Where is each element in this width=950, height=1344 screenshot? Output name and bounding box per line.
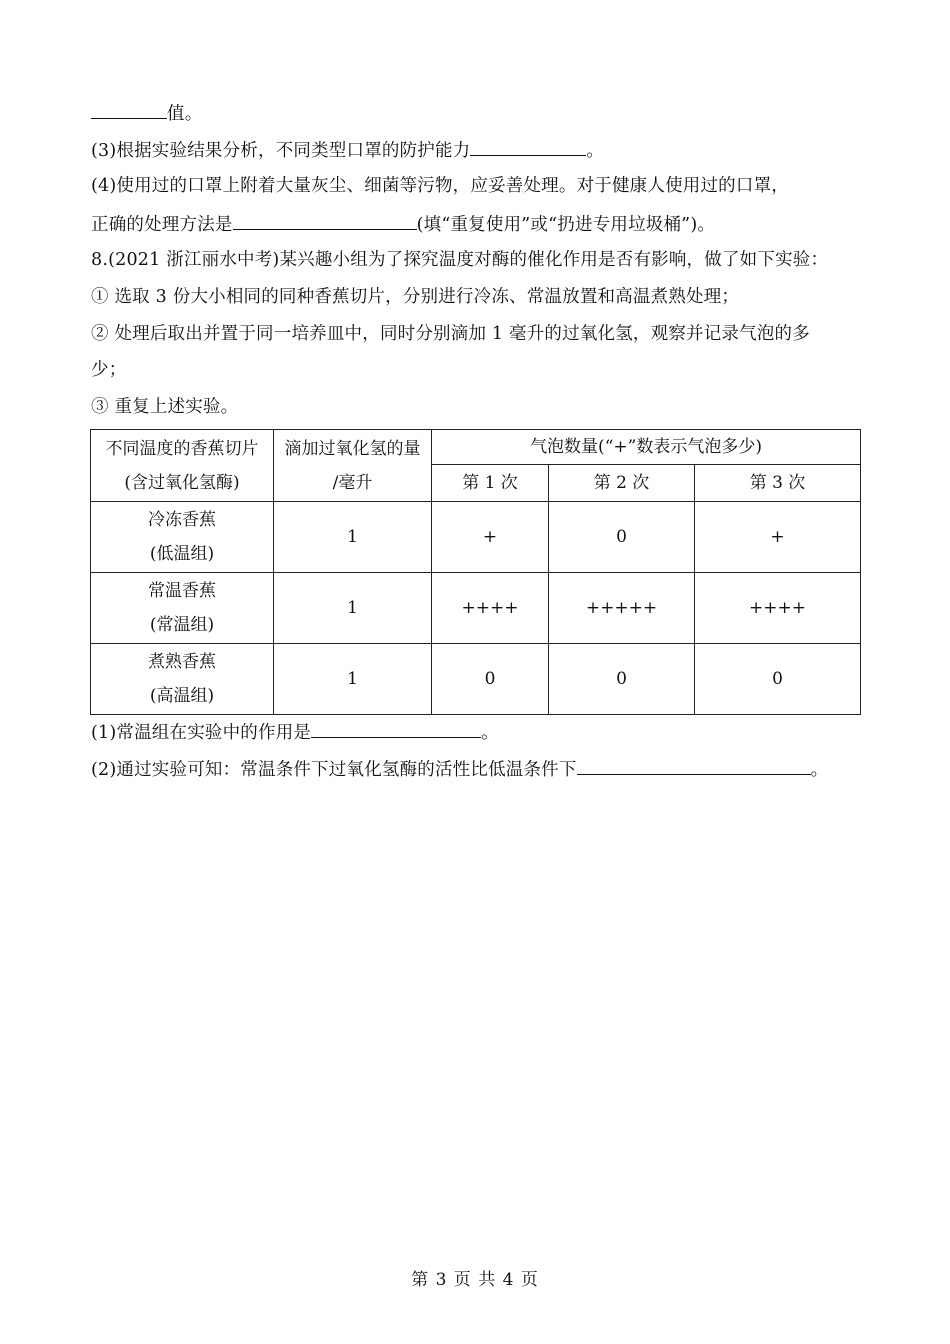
experiment-table (90, 429, 861, 715)
header-amount: 滴加过氧化氢的量 /毫升 (274, 430, 432, 502)
cell-amount: 1 (274, 502, 432, 573)
cell-value: + (695, 502, 861, 573)
row-label: 煮熟香蕉 (高温组) (91, 644, 274, 715)
table-row (91, 502, 861, 573)
table-row (91, 573, 861, 644)
q7-sub4: (4)使用过的口罩上附着大量灰尘、细菌等污物，应妥善处理。对于健康人使用过的口罩， (91, 176, 789, 196)
answer-blank[interactable] (470, 137, 586, 156)
answer-blank[interactable] (311, 719, 481, 738)
cell-value: ++++ (695, 573, 861, 644)
answer-blank[interactable] (233, 211, 417, 230)
table-row (91, 644, 861, 715)
q7-sub3: (3)根据实验结果分析，不同类型口罩的防护能力 。 (91, 137, 604, 163)
cell-value: 0 (432, 644, 549, 715)
cell-value: ++++ (432, 573, 549, 644)
cell-value: + (432, 502, 549, 573)
cell-value: +++++ (549, 573, 695, 644)
header-trial-1: 第 1 次 (432, 465, 549, 502)
cell-value: 0 (695, 644, 861, 715)
q8-step-2: ② 处理后取出并置于同一培养皿中，同时分别滴加 1 毫升的过氧化氢，观察并记录气泡的多 (91, 324, 810, 344)
header-slice-type: 不同温度的香蕉切片 (含过氧化氢酶) (91, 430, 274, 502)
cell-value: 0 (549, 502, 695, 573)
row-label: 冷冻香蕉 (低温组) (91, 502, 274, 573)
q7-sub4-cont: 正确的处理方法是 (填“重复使用”或“扔进专用垃圾桶”)。 (91, 211, 715, 237)
q8-step-2-cont: 少； (91, 360, 127, 380)
cell-amount: 1 (274, 644, 432, 715)
cell-value: 0 (549, 644, 695, 715)
cell-amount: 1 (274, 573, 432, 644)
header-trial-3: 第 3 次 (695, 465, 861, 502)
page-number-footer: 第 3 页 共 4 页 (411, 1270, 539, 1290)
q8-sub1: (1)常温组在实验中的作用是 。 (91, 719, 499, 745)
header-trial-2: 第 2 次 (549, 465, 695, 502)
q8-sub2: (2)通过实验可知：常温条件下过氧化氢酶的活性比低温条件下 。 (91, 756, 828, 782)
answer-blank[interactable] (91, 100, 167, 119)
answer-blank[interactable] (577, 756, 811, 775)
q7-line-1: 值。 (91, 100, 202, 126)
q8-step-3: ③ 重复上述实验。 (91, 397, 239, 417)
q8-step-1: ① 选取 3 份大小相同的同种香蕉切片，分别进行冷冻、常温放置和高温煮熟处理； (91, 287, 740, 307)
row-label: 常温香蕉 (常温组) (91, 573, 274, 644)
q8-intro: 8.(2021 浙江丽水中考)某兴趣小组为了探究温度对酶的催化作用是否有影响，做了如下实验： (91, 250, 829, 270)
header-bubble-count: 气泡数量(“+”数表示气泡多少) (432, 430, 861, 465)
